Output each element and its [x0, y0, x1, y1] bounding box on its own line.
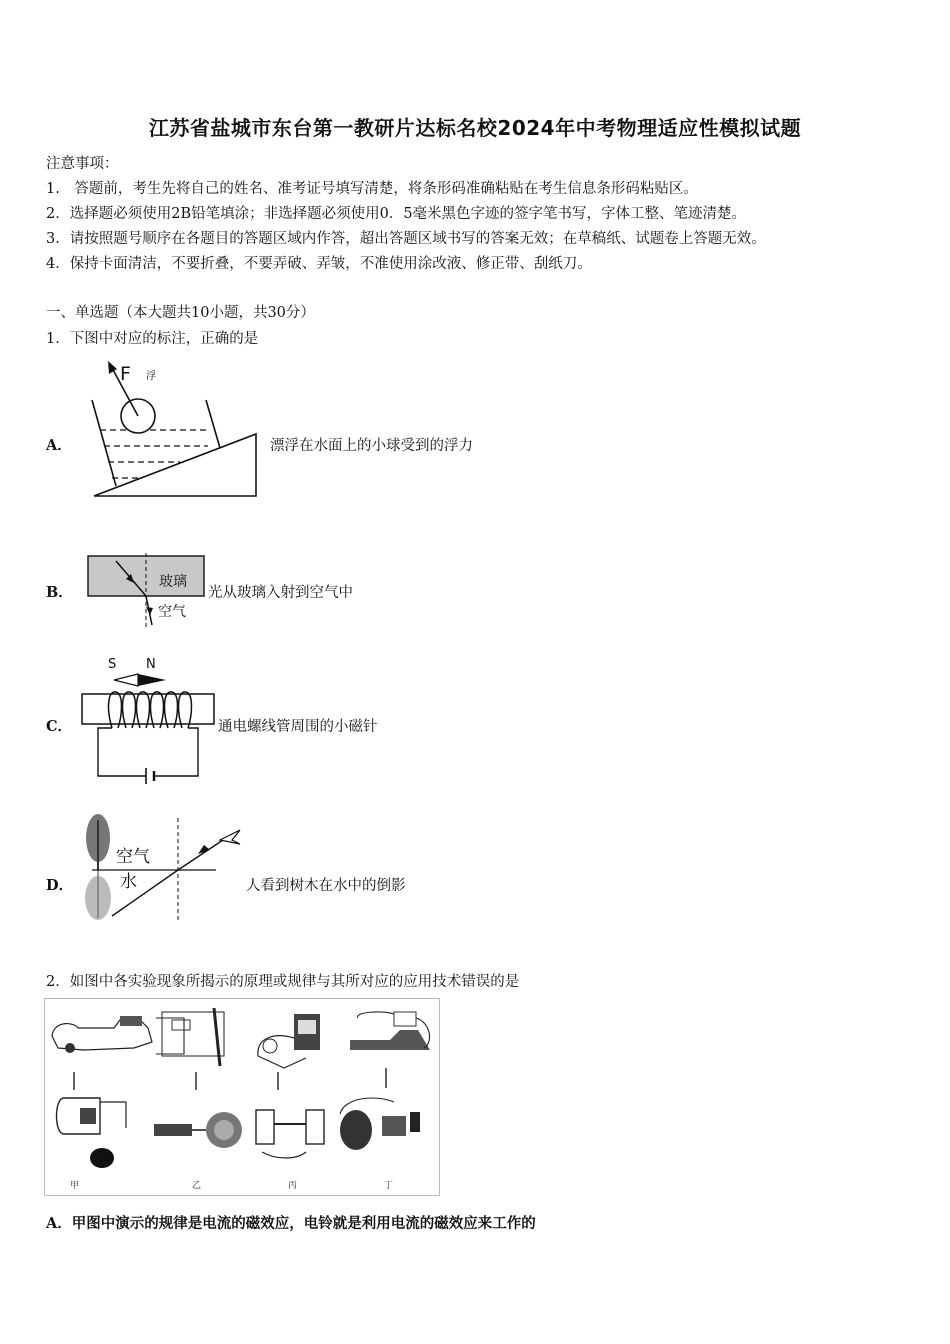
panel-ding-bottom-generator [340, 1110, 372, 1150]
figure-light-refraction [86, 553, 208, 631]
notice-item-4: 4．保持卡面清洁，不要折叠，不要弄破、弄皱，不准使用涂改液、修正带、刮纸刀。 [46, 256, 592, 272]
circuit-wire-right [154, 728, 198, 776]
q1-option-a-label: A． [46, 437, 72, 454]
water-label: 水 [120, 872, 137, 892]
q1-stem: 1．下图中对应的标注，正确的是 [46, 331, 259, 347]
figure-experiment-panels [44, 998, 440, 1196]
notice-item-2: 2．选择题必须使用2B铅笔填涂；非选择题必须使用0．5毫米黑色字迹的签字笔书写，字体工整、笔迹清楚。 [46, 206, 747, 222]
notice-item-1: 1. 答题前，考生先将自己的姓名、准考证号填写清楚，将条形码准确粘贴在考生信息条形码粘贴区。 [46, 181, 698, 197]
q1-option-d-label: D． [46, 877, 74, 894]
q2-option-a: A．甲图中演示的规律是电流的磁效应，电铃就是利用电流的磁效应来工作的 [46, 1215, 536, 1232]
panel-label-bing: 丙 [288, 1181, 298, 1191]
panel-label-yi: 乙 [192, 1181, 202, 1191]
q1-option-b-label: B． [46, 584, 73, 601]
panel-label-ding: 丁 [384, 1181, 394, 1191]
force-subscript: 浮 [146, 371, 156, 382]
circuit-wire-left [98, 728, 146, 776]
air-label: 空气 [116, 847, 150, 867]
panel-label-jia: 甲 [70, 1181, 80, 1191]
container-left-wall [92, 400, 116, 486]
q1-option-b-text: 光从玻璃入射到空气中 [208, 585, 353, 601]
air-label: 空气 [158, 604, 186, 620]
container-right-wall [206, 400, 220, 448]
q2-stem: 2．如图中各实验现象所揭示的原理或规律与其所对应的应用技术错误的是 [46, 974, 520, 990]
page-title: 江苏省盐城市东台第一教研片达标名校2024年中考物理适应性模拟试题 [148, 116, 802, 140]
pole-n-label: N [146, 657, 156, 672]
figure-tree-reflection [76, 810, 246, 930]
pole-s-label: S [108, 657, 117, 672]
compass-needle-n [138, 674, 166, 686]
q1-option-a-text: 漂浮在水面上的小球受到的浮力 [270, 438, 473, 454]
figure-solenoid [78, 652, 220, 788]
eye-icon [220, 830, 240, 844]
light-ray-air [178, 838, 226, 870]
force-label: F [120, 363, 131, 385]
q1-option-c-label: C． [46, 718, 73, 735]
notice-item-3: 3．请按照题号顺序在各题目的答题区域内作答，超出答题区域书写的答案无效；在草稿纸、试题卷上答题无效。 [46, 231, 766, 247]
notice-heading: 注意事项： [46, 156, 119, 172]
q1-option-c-text: 通电螺线管周围的小磁针 [218, 719, 378, 735]
q1-option-d-text: 人看到树木在水中的倒影 [246, 878, 406, 894]
compass-needle-s [114, 674, 138, 686]
figure-floating-ball [80, 358, 270, 500]
section-heading: 一、单选题（本大题共10小题，共30分） [46, 305, 315, 321]
glass-label: 玻璃 [159, 574, 187, 590]
incline-wedge [94, 434, 256, 496]
panel-yi-bottom-bar [154, 1124, 192, 1136]
